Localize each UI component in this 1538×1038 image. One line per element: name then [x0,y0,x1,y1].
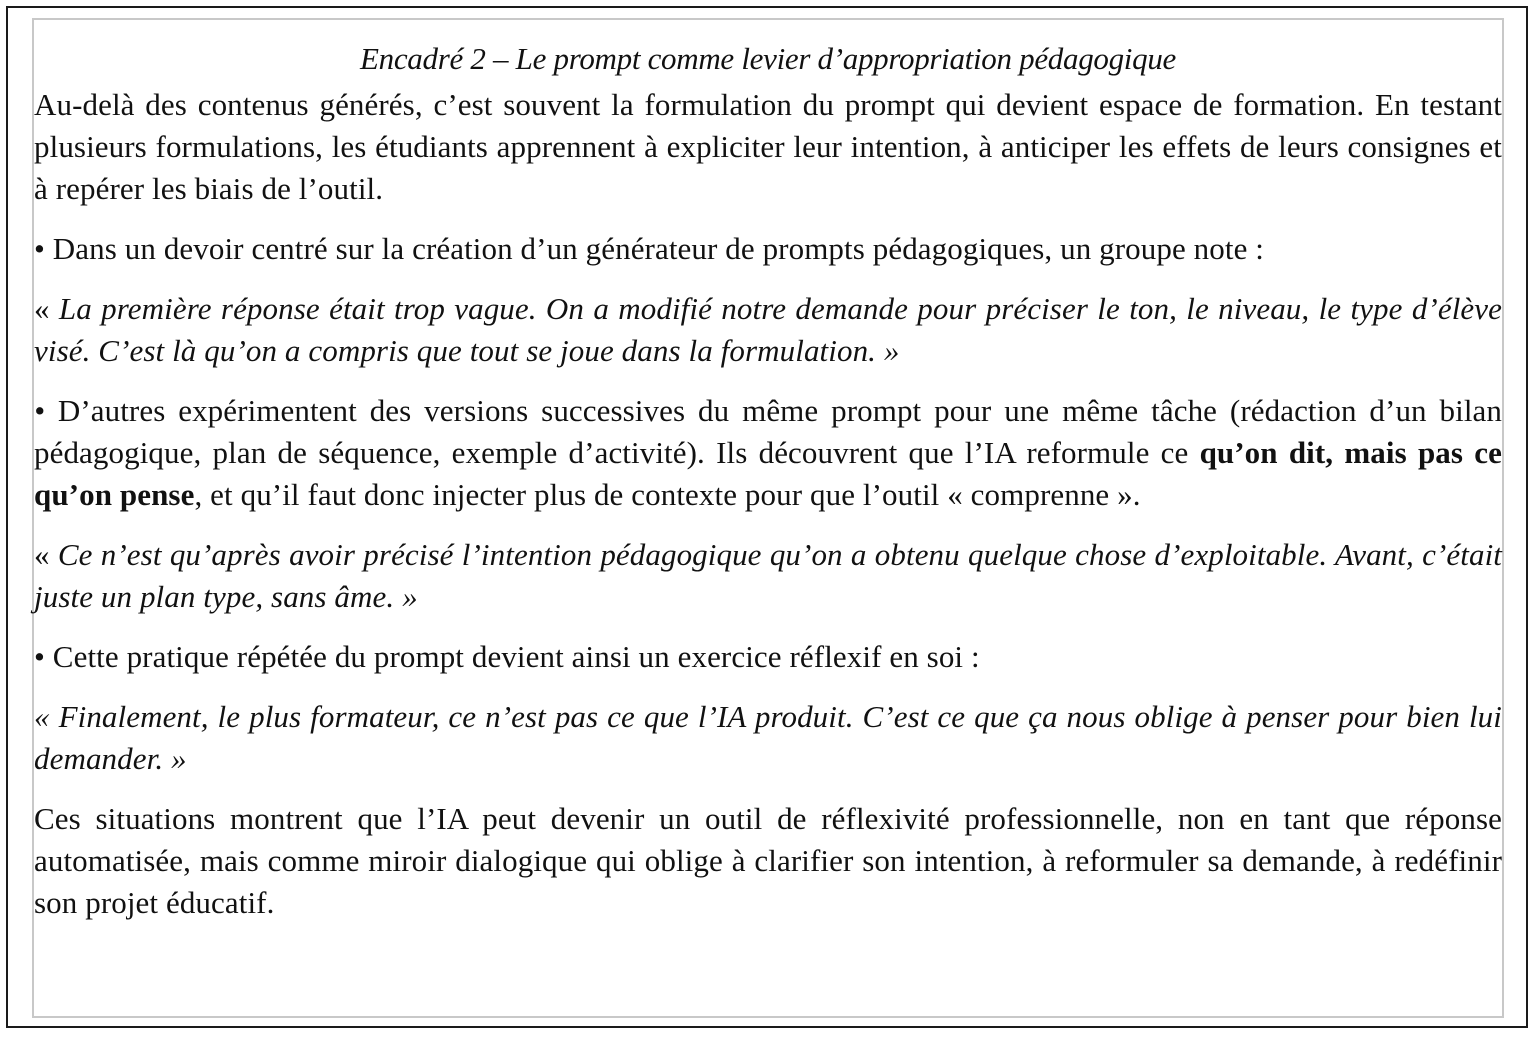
bullet2-part2: , et qu’il faut donc injecter plus de contexte pour que l’outil « comprenne ». [194,477,1141,512]
text-box [34,34,1502,924]
bullet2-marker: • [34,393,58,428]
quote2-open: « [34,537,58,572]
quote-paragraph-1 [34,288,1502,372]
bullet2-part1: D’autres expérimentent des versions successives du même prompt pour une même tâche (rédaction d’un bilan pédagogique, plan de séquence, exemple d’activité). Ils découvrent que l’IA reformule ce [34,393,1502,470]
quote1-text: La première réponse était trop vague. On a modifié notre demande pour préciser le ton, le niveau, le type d’élève visé. C’est là qu’on a compris que tout se joue dans la formulation. [34,291,1502,368]
quote1-close: » [876,333,900,368]
quote2-text: Ce n’est qu’après avoir précisé l’intention pédagogique qu’on a obtenu quelque chose d’exploitable. Avant, c’était juste un plan type, sans âme. [34,537,1502,614]
bullet-paragraph-3: • Cette pratique répétée du prompt devient ainsi un exercice réflexif en soi : [34,639,980,674]
box-title: Encadré 2 – Le prompt comme levier d’appropriation pédagogique [360,41,1176,76]
quote-paragraph-3: « Finalement, le plus formateur, ce n’est pas ce que l’IA produit. C’est ce que ça nous oblige à penser pour bien lui demander. » [34,699,1502,776]
bullet-paragraph-2 [34,390,1502,516]
quote2-close: » [394,579,418,614]
intro-paragraph: Au-delà des contenus générés, c’est souvent la formulation du prompt qui devient espace de formation. En testant plusieurs formulations, les étudiants apprennent à expliciter leur intention, à anticiper les effets de leurs consignes et à repérer les biais de l’outil. [34,87,1502,206]
quote-paragraph-2 [34,534,1502,618]
bullet-paragraph-1: • Dans un devoir centré sur la création d’un générateur de prompts pédagogiques, un groupe note : [34,231,1265,266]
bullet2-bold: qu’on dit, mais pas ce qu’on pense [34,435,1502,512]
conclusion-paragraph: Ces situations montrent que l’IA peut devenir un outil de réflexivité professionnelle, non en tant que réponse automatisée, mais comme miroir dialogique qui oblige à clarifier son intention, à reformuler sa demande, à redéfinir son projet éducatif. [34,801,1502,920]
quote1-open: « [34,291,59,326]
